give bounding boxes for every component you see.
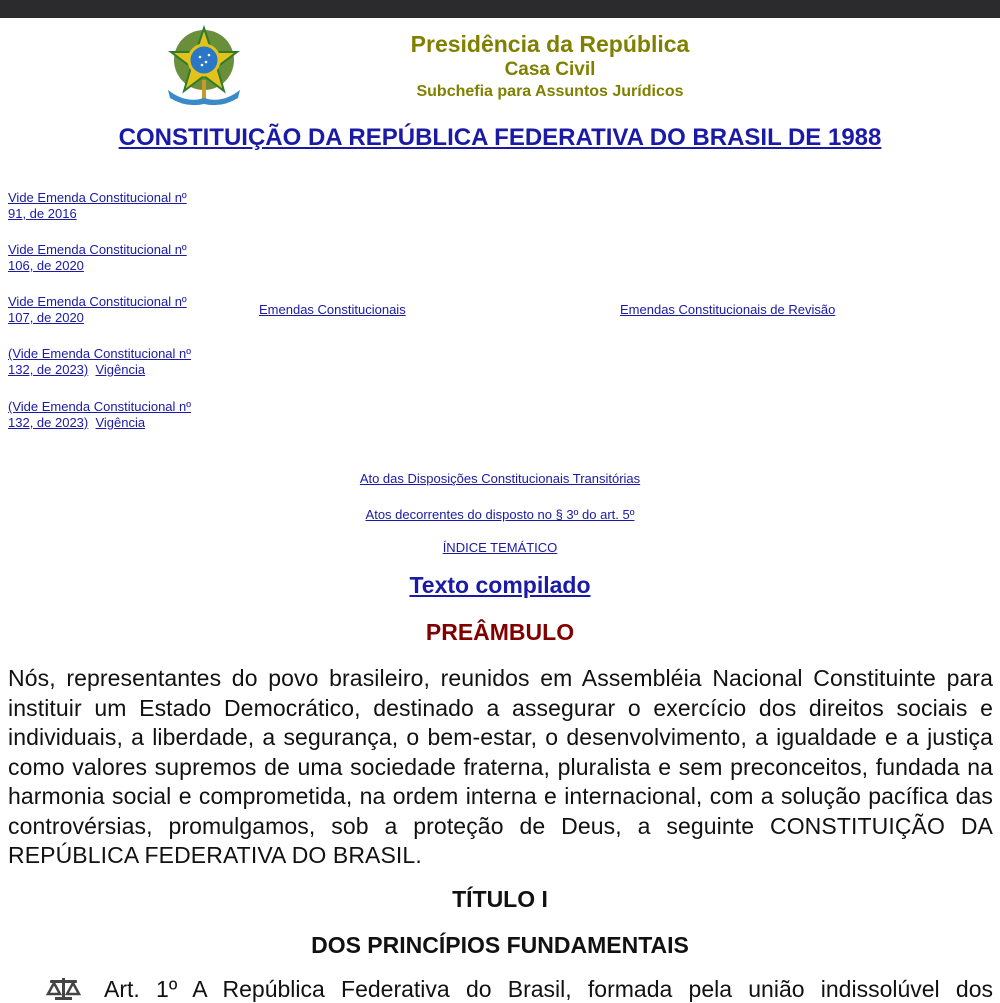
emendas-constitucionais-link[interactable]: Emendas Constitucionais	[259, 302, 406, 317]
header-subchefia: Subchefia para Assuntos Jurídicos	[416, 83, 684, 100]
indice-tematico-link[interactable]: ÍNDICE TEMÁTICO	[442, 540, 558, 555]
constitution-title-link[interactable]: CONSTITUIÇÃO DA REPÚBLICA FEDERATIVA DO BRASIL DE 1988	[118, 124, 882, 151]
vide-emenda-list	[8, 190, 208, 451]
vide-emenda-item	[8, 190, 208, 242]
vide-emenda-link[interactable]: Vide Emenda Constitucional nº 91, de 2016	[8, 190, 187, 221]
adct-link[interactable]: Ato das Disposições Constitucionais Transitórias	[359, 471, 641, 486]
preambulo-heading: PREÂMBULO	[425, 619, 575, 645]
atos-decorrentes-link[interactable]: Atos decorrentes do disposto no § 3º do art. 5º	[365, 507, 635, 522]
brazil-coat-of-arms-logo	[166, 24, 242, 106]
browser-top-bar	[0, 0, 1000, 18]
emendas-revisao-link[interactable]: Emendas Constitucionais de Revisão	[620, 302, 836, 317]
vide-emenda-item	[8, 346, 208, 399]
vide-emenda-item	[8, 294, 208, 346]
scale-icon[interactable]	[46, 976, 81, 1000]
vide-emenda-item	[8, 399, 208, 451]
titulo-name: DOS PRINCÍPIOS FUNDAMENTAIS	[311, 932, 689, 958]
header-casa-civil: Casa Civil	[504, 59, 596, 80]
preambulo-text: Nós, representantes do povo brasileiro, reunidos em Assembléia Nacional Constituinte para instituir um Estado Democrático, destinado a assegurar o exercício dos direitos sociais e individuais, a liberdade, a segurança, o bem-estar, o desenvolvimento, a igualdade e a justiça como valores supremos de uma sociedade fraterna, pluralista e sem preconceitos, fundada na harmonia social e comprometida, na ordem interna e internacional, com a solução pacífica das controvérsias, promulgamos, sob a proteção de Deus, a seguinte CONSTITUIÇÃO DA REPÚBLICA FEDERATIVA DO BRASIL.	[8, 665, 993, 868]
vide-emenda-link[interactable]: Vide Emenda Constitucional nº 107, de 2020	[8, 294, 187, 325]
header-presidencia: Presidência da República	[410, 31, 690, 57]
vide-emenda-link[interactable]: (Vide Emenda Constitucional nº 132, de 2023)	[8, 346, 192, 377]
vide-emenda-link[interactable]: (Vide Emenda Constitucional nº 132, de 2023)	[8, 399, 192, 430]
titulo-number: TÍTULO I	[452, 886, 548, 912]
art-1-text: Art. 1º A República Federativa do Brasil, formada pela união indissolúvel dos	[104, 976, 993, 1002]
vigencia-link[interactable]: Vigência	[95, 362, 146, 377]
vide-emenda-item	[8, 242, 208, 294]
texto-compilado-link[interactable]: Texto compilado	[409, 572, 591, 598]
vigencia-link[interactable]: Vigência	[95, 415, 146, 430]
vide-emenda-link[interactable]: Vide Emenda Constitucional nº 106, de 2020	[8, 242, 187, 273]
